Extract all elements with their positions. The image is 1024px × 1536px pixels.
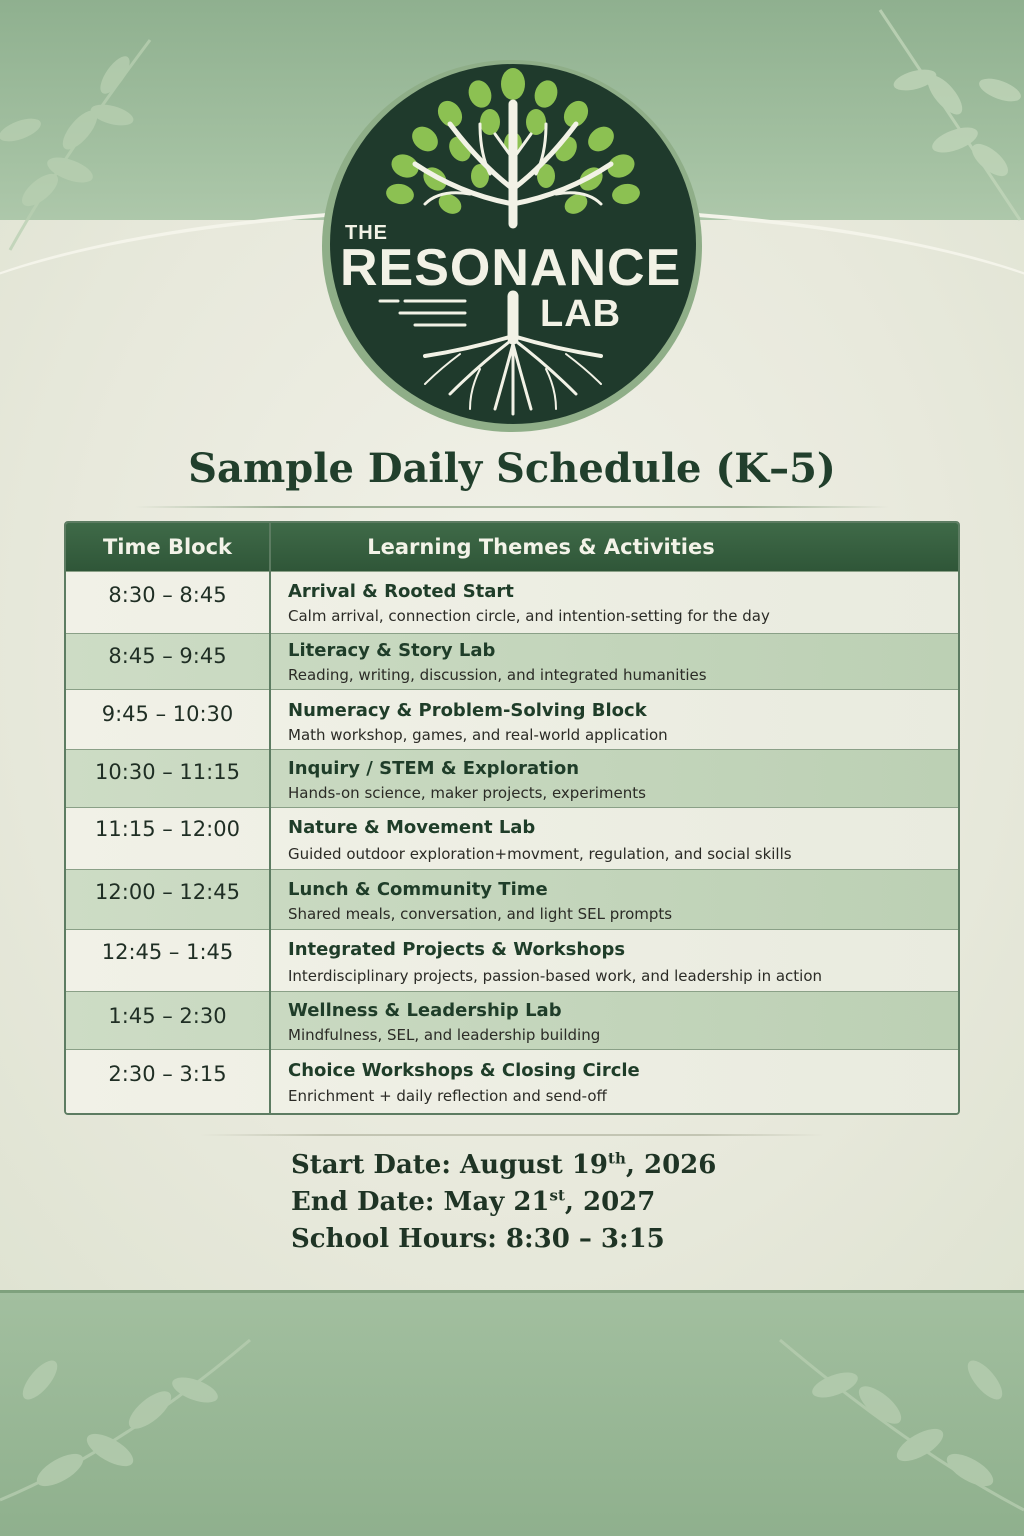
time-cell: 11:15 – 12:00 [95,817,240,841]
activity-description: Enrichment + daily reflection and send-off [288,1087,607,1105]
activity-description: Shared meals, conversation, and light SEL prompts [288,905,673,923]
activity-title: Inquiry / STEM & Exploration [288,758,580,779]
end-date [291,1187,716,1224]
time-cell: 12:45 – 1:45 [101,940,234,964]
activity-title: Numeracy & Problem-Solving Block [288,700,647,721]
table-row [66,1049,958,1115]
time-cell: 8:30 – 8:45 [108,583,227,607]
page-title: Sample Daily Schedule (K–5) [188,445,836,492]
activity-description: Hands-on science, maker projects, experiments [288,784,646,802]
time-cell: 12:00 – 12:45 [95,880,240,904]
column-divider [269,523,271,1115]
table-row [66,633,958,689]
table-row [66,571,958,633]
activity-title: Lunch & Community Time [288,879,548,900]
time-cell: 10:30 – 11:15 [95,760,240,784]
activity-title: Integrated Projects & Workshops [288,939,626,960]
activity-title: Literacy & Story Lab [288,640,496,661]
header-time-block: Time Block [102,535,232,559]
end-date-text: End Date: May 21 [291,1187,550,1217]
school-hours: School Hours: 8:30 – 3:15 [291,1224,665,1254]
activity-title: Wellness & Leadership Lab [288,1000,562,1021]
logo-text-lab: LAB [540,293,622,335]
table-header [66,523,958,571]
table-row [66,991,958,1049]
table-row [66,749,958,807]
start-date-suffix: th [608,1149,626,1168]
table-row [66,869,958,929]
activity-description: Mindfulness, SEL, and leadership building [288,1026,601,1044]
start-date-year: , 2026 [625,1150,717,1180]
time-cell: 2:30 – 3:15 [108,1062,227,1086]
start-date [291,1150,716,1187]
schedule-table [64,521,960,1115]
time-cell: 9:45 – 10:30 [101,702,234,726]
activity-description: Math workshop, games, and real-world application [288,726,668,744]
header-activities: Learning Themes & Activities [367,535,715,559]
table-row [66,929,958,991]
activity-description: Calm arrival, connection circle, and intention-setting for the day [288,607,770,625]
logo-text-the: THE [345,222,388,244]
footer-divider [200,1134,824,1136]
logo-text-resonance: RESONANCE [340,239,682,297]
activity-title: Choice Workshops & Closing Circle [288,1060,640,1081]
activity-description: Reading, writing, discussion, and integrated humanities [288,666,707,684]
activity-title: Arrival & Rooted Start [288,581,514,602]
activity-description: Guided outdoor exploration+movment, regulation, and social skills [288,845,792,863]
table-row [66,807,958,869]
start-date-text: Start Date: August 19 [291,1150,609,1180]
activity-description: Interdisciplinary projects, passion-based work, and leadership in action [288,967,823,985]
title-divider [135,506,889,508]
activity-title: Nature & Movement Lab [288,817,536,838]
time-cell: 8:45 – 9:45 [108,644,227,668]
school-info [291,1150,716,1261]
end-date-suffix: st [549,1186,565,1205]
table-row [66,689,958,749]
end-date-year: , 2027 [564,1187,656,1217]
bottom-green-background [0,1290,1024,1536]
time-cell: 1:45 – 2:30 [108,1004,227,1028]
